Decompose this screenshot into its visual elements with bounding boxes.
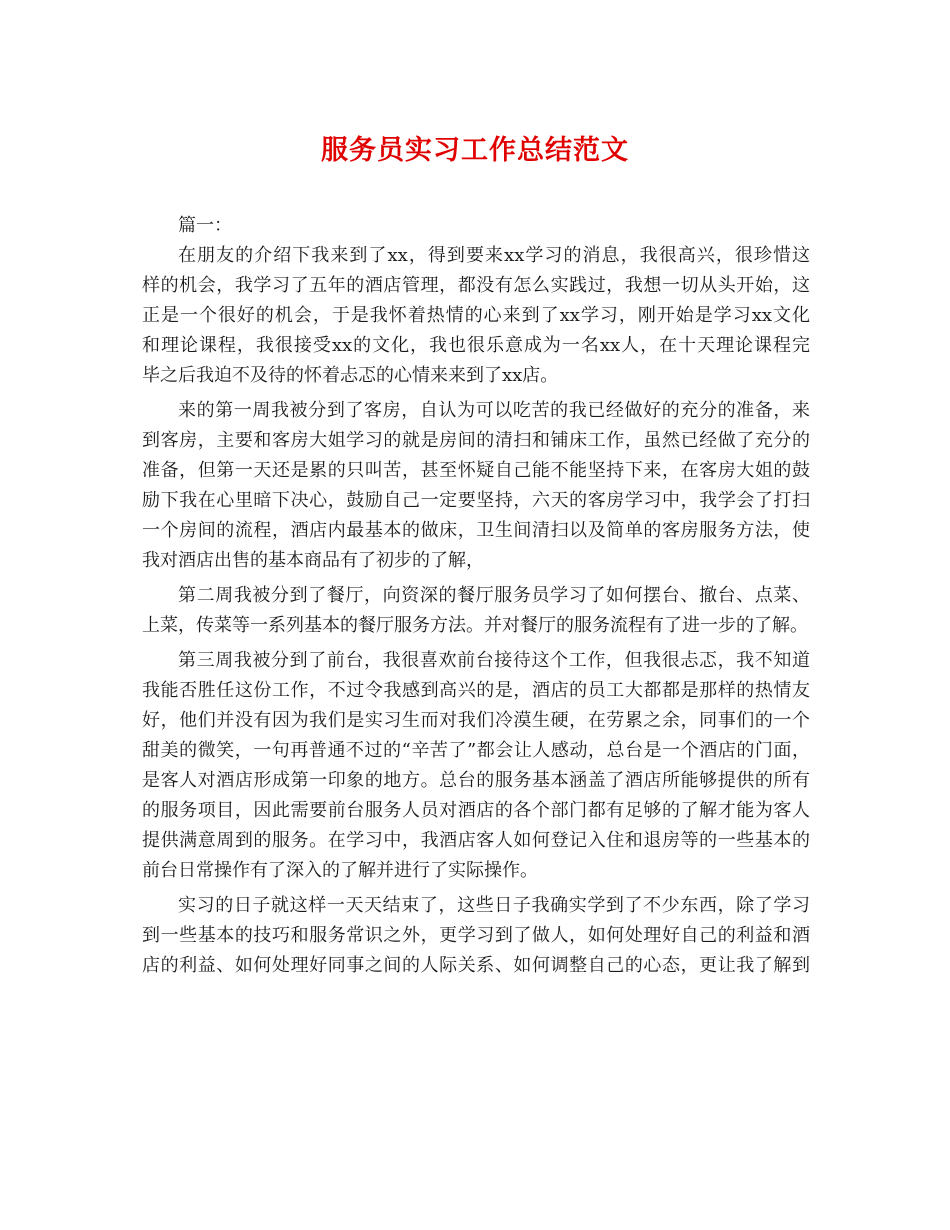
paragraph-1-line-5: 毕之后我迫不及待的怀着忐忑的心情来来到了xx店。 <box>142 365 559 386</box>
paragraph-5-line-1: 实习的日子就这样一天天结束了，这些日子我确实学到了不少东西，除了学习 <box>178 895 810 916</box>
page-title: 服务员实习工作总结范文 <box>321 135 629 166</box>
document-body <box>142 211 810 981</box>
paragraph-1-line-4: 和理论课程，我很接受xx的文化，我也很乐意成为一名xx人，在十天理论课程完 <box>142 335 810 356</box>
paragraph-4-line-2: 我能否胜任这份工作，不过令我感到高兴的是，酒店的员工大都都是那样的热情友 <box>142 680 810 701</box>
paragraph-4-line-8: 前台日常操作有了深入的了解并进行了实际操作。 <box>142 860 538 881</box>
paragraph-5-line-3: 店的利益、如何处理好同事之间的人际关系、如何调整自己的心态，更让我了解到 <box>142 955 810 976</box>
paragraph-1-line-3: 正是一个很好的机会，于是我怀着热情的心来到了xx学习，刚开始是学习xx文化 <box>142 305 810 326</box>
paragraph-4-line-3: 好，他们并没有因为我们是实习生而对我们冷漠生硬，在劳累之余，同事们的一个 <box>142 710 810 731</box>
paragraph-2-line-5: 一个房间的流程，酒店内最基本的做床，卫生间清扫以及简单的客房服务方法，使 <box>142 520 810 541</box>
paragraph-3-line-1: 第二周我被分到了餐厅，向资深的餐厅服务员学习了如何摆台、撤台、点菜、 <box>178 585 810 606</box>
paragraph-2-line-4: 励下我在心里暗下决心，鼓励自己一定要坚持，六天的客房学习中，我学会了打扫 <box>142 490 810 511</box>
paragraph-2-line-6: 我对酒店出售的基本商品有了初步的了解， <box>142 550 484 571</box>
paragraph-4-line-7: 提供满意周到的服务。在学习中，我酒店客人如何登记入住和退房等的一些基本的 <box>142 830 810 851</box>
paragraph-1-line-2: 样的机会，我学习了五年的酒店管理，都没有怎么实践过，我想一切从头开始，这 <box>142 275 810 296</box>
paragraph-4-line-4: 甜美的微笑，一句再普通不过的“辛苦了”都会让人感动，总台是一个酒店的门面， <box>142 740 810 761</box>
paragraph-5-line-2: 到一些基本的技巧和服务常识之外，更学习到了做人，如何处理好自己的利益和酒 <box>142 925 810 946</box>
paragraph-1-line-1: 在朋友的介绍下我来到了xx，得到要来xx学习的消息，我很高兴，很珍惜这 <box>178 245 810 266</box>
paragraph-4-line-1: 第三周我被分到了前台，我很喜欢前台接待这个工作，但我很忐忑，我不知道 <box>178 650 810 671</box>
paragraph-4-line-6: 的服务项目，因此需要前台服务人员对酒店的各个部门都有足够的了解才能为客人 <box>142 800 810 821</box>
paragraph-2-line-2: 到客房，主要和客房大姐学习的就是房间的清扫和铺床工作，虽然已经做了充分的 <box>142 430 810 451</box>
paragraph-3-line-2: 上菜，传菜等一系列基本的餐厅服务方法。并对餐厅的服务流程有了进一步的了解。 <box>142 615 808 636</box>
paragraph-2-line-3: 准备，但第一天还是累的只叫苦，甚至怀疑自己能不能坚持下来，在客房大姐的鼓 <box>142 460 810 481</box>
paragraph-2-line-1: 来的第一周我被分到了客房，自认为可以吃苦的我已经做好的充分的准备，来 <box>178 400 810 421</box>
section-label: 篇一： <box>178 215 232 236</box>
paragraph-4-line-5: 是客人对酒店形成第一印象的地方。总台的服务基本涵盖了酒店所能够提供的所有 <box>142 770 810 791</box>
